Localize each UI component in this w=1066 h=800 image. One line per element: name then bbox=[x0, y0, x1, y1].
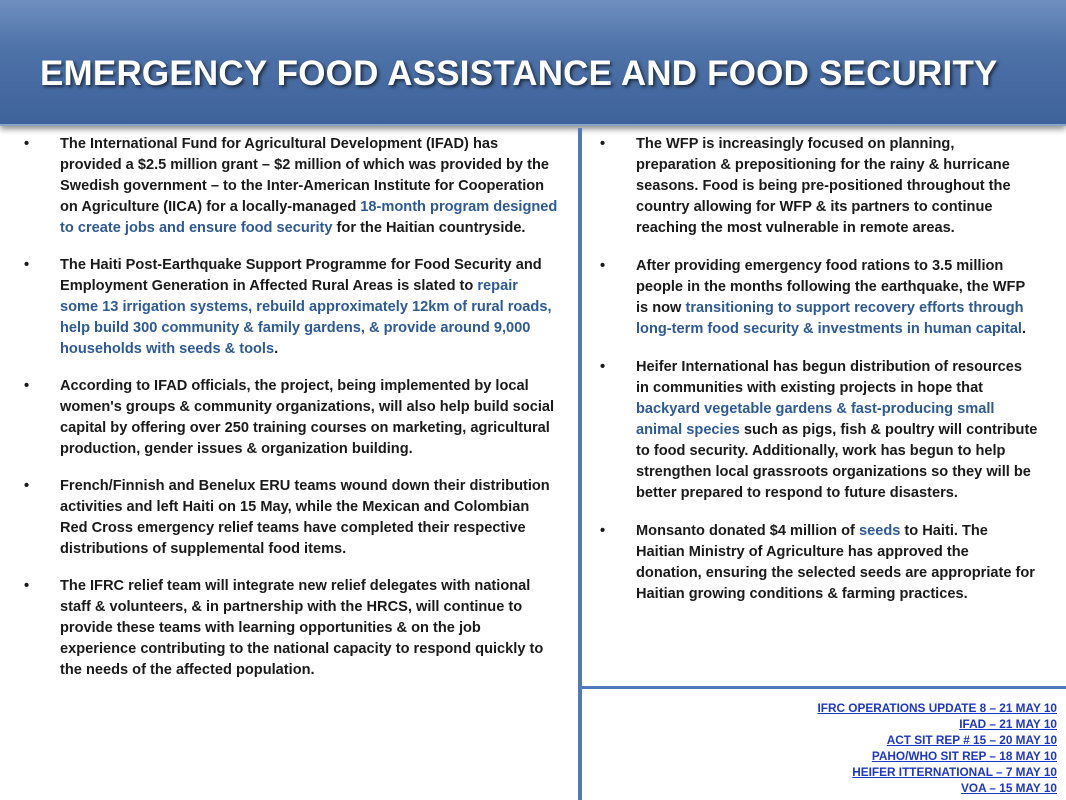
bullet-text-end: . bbox=[274, 341, 279, 357]
source-link-act[interactable]: ACT SIT REP # 15 – 20 MAY 10 bbox=[886, 733, 1057, 747]
bullet-glyph: • bbox=[24, 136, 30, 152]
source-link-ifrc[interactable]: IFRC OPERATIONS UPDATE 8 – 21 MAY 10 bbox=[817, 701, 1057, 715]
bullet-text-end: . bbox=[1022, 321, 1027, 337]
bullet-text-end: such as pigs, fish & poultry will contribute to food security. Additionally, work has begun to help strengthen local grassroots organizations so they will be better prepared to respond to future disasters. bbox=[636, 422, 1038, 501]
bullet-text: Monsanto donated $4 million of bbox=[636, 523, 859, 539]
page-title: EMERGENCY FOOD ASSISTANCE AND FOOD SECURITY bbox=[40, 54, 998, 93]
bullet-glyph: • bbox=[600, 523, 606, 539]
bullet-item bbox=[22, 376, 558, 460]
bullet-highlight: seeds bbox=[858, 523, 901, 539]
bullet-glyph: • bbox=[600, 136, 606, 152]
source-item bbox=[818, 732, 1058, 748]
bullet-text: The Haiti Post-Earthquake Support Programme for Food Security and Employment Generation in Affected Rural Areas is slated to bbox=[60, 257, 542, 294]
bullet-highlight: repair some 13 irrigation systems, rebuild approximately 12km of rural roads, help build 300 community & family gardens, & provide around 9,000 households with seeds & tools bbox=[60, 278, 552, 357]
bullet-glyph: • bbox=[24, 478, 30, 494]
bullet-item bbox=[598, 357, 1038, 504]
bullet-text: After providing emergency food rations to 3.5 million people in the months following the earthquake, the WFP is now bbox=[636, 258, 1025, 316]
bullet-text: Heifer International has begun distribution of resources in communities with existing projects in hope that bbox=[636, 359, 1022, 396]
bullet-glyph: • bbox=[24, 257, 30, 273]
bullet-item bbox=[598, 134, 1038, 239]
bullet-glyph: • bbox=[24, 578, 30, 594]
bullet-item bbox=[22, 255, 558, 360]
bullet-highlight: backyard vegetable gardens & fast-producing small animal species bbox=[636, 401, 995, 438]
sources-divider bbox=[582, 686, 1066, 689]
source-item bbox=[818, 700, 1058, 716]
bullet-highlight: 18-month program designed to create jobs and ensure food security bbox=[60, 199, 558, 236]
source-item bbox=[818, 764, 1058, 780]
title-banner bbox=[0, 0, 1066, 126]
bullet-item bbox=[22, 576, 558, 681]
column-divider bbox=[578, 128, 582, 800]
source-link-heifer[interactable]: HEIFER ITTERNATIONAL – 7 MAY 10 bbox=[852, 765, 1057, 779]
bullet-text: According to IFAD officials, the project, being implemented by local women's groups & community organizations, will also help build social capital by offering over 250 training courses on marketing, agricultural production, gender issues & organization building. bbox=[60, 378, 555, 457]
bullet-item bbox=[22, 476, 558, 560]
source-link-voa[interactable]: VOA – 15 MAY 10 bbox=[961, 781, 1057, 795]
bullet-text-end: to Haiti. The Haitian Ministry of Agriculture has approved the donation, ensuring the selected seeds are appropriate for Haitian growing conditions & farming practices. bbox=[636, 523, 1035, 602]
bullet-glyph: • bbox=[600, 258, 606, 274]
bullet-item bbox=[598, 521, 1038, 605]
bullet-text: The WFP is increasingly focused on planning, preparation & prepositioning for the rainy & hurricane seasons. Food is being pre-positioned throughout the country allowing for WFP & its partners to continue reaching the most vulnerable in remote areas. bbox=[636, 136, 1011, 236]
source-item bbox=[818, 780, 1058, 796]
bullet-text: French/Finnish and Benelux ERU teams wound down their distribution activities and left Haiti on 15 May, while the Mexican and Colombian Red Cross emergency relief teams have completed their respective distributions of supplemental food items. bbox=[60, 478, 550, 557]
bullet-glyph: • bbox=[600, 359, 606, 375]
bullet-text: The International Fund for Agricultural Development (IFAD) has provided a $2.5 million grant – $2 million of which was provided by the Swedish government – to the Inter-American Institute for Cooperation on Agriculture (IICA) for a locally-managed bbox=[60, 136, 549, 215]
bullet-glyph: • bbox=[24, 378, 30, 394]
bullet-text-end: for the Haitian countryside. bbox=[332, 220, 526, 236]
right-column bbox=[598, 134, 1038, 622]
source-link-ifad[interactable]: IFAD – 21 MAY 10 bbox=[959, 717, 1057, 731]
bullet-highlight: transitioning to support recovery efforts through long-term food security & investments in human capital bbox=[636, 300, 1024, 337]
bullet-text: The IFRC relief team will integrate new relief delegates with national staff & volunteers, & in partnership with the HRCS, will continue to provide these teams with learning opportunities & on the job experience contributing to the national capacity to respond quickly to the needs of the affected population. bbox=[60, 578, 544, 678]
source-item bbox=[818, 748, 1058, 764]
sources-list bbox=[818, 700, 1058, 796]
left-column bbox=[22, 134, 558, 697]
bullet-item bbox=[22, 134, 558, 239]
source-item bbox=[818, 716, 1058, 732]
source-link-paho-who[interactable]: PAHO/WHO SIT REP – 18 MAY 10 bbox=[871, 749, 1057, 763]
bullet-item bbox=[598, 256, 1038, 340]
